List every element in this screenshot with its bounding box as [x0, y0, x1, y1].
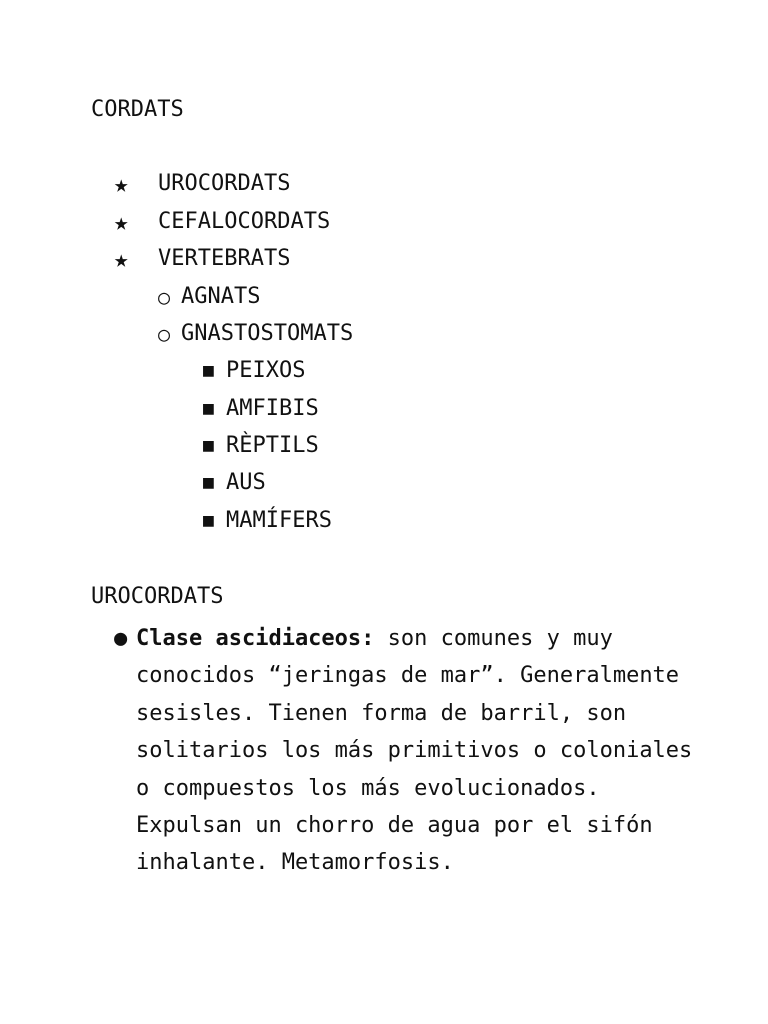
dot-bullet-icon: ●: [114, 626, 128, 651]
square-bullet-icon: ■: [203, 398, 214, 419]
circle-bullet-icon: ○: [158, 322, 171, 346]
main-heading: CORDATS: [91, 97, 184, 122]
description-bullet: [114, 620, 714, 882]
term-label: Clase ascidiaceos:: [136, 626, 375, 651]
outline-label: MAMÍFERS: [226, 508, 332, 533]
outline-label: RÈPTILS: [226, 433, 319, 458]
square-bullet-icon: ■: [203, 360, 214, 381]
square-bullet-icon: ■: [203, 472, 214, 493]
section-heading: UROCORDATS: [91, 584, 224, 609]
star-icon: ★: [114, 245, 129, 273]
outline-label: CEFALOCORDATS: [158, 209, 331, 234]
outline-label: VERTEBRATS: [158, 246, 291, 271]
description-paragraph: [136, 620, 696, 882]
description-text: son comunes y muy conocidos “jeringas de mar”. Generalmente sesisles. Tienen forma de barril, son solitarios los más primitivos o coloniales o compuestos los más evolucionados. Expulsan un chorro de agua por el sifón inhalante. Metamorfosis.: [136, 626, 693, 876]
circle-bullet-icon: ○: [158, 285, 171, 309]
square-bullet-icon: ■: [203, 435, 214, 456]
star-icon: ★: [114, 208, 129, 236]
outline-label: UROCORDATS: [158, 171, 291, 196]
outline-label: PEIXOS: [226, 358, 306, 383]
outline-label: AMFIBIS: [226, 396, 319, 421]
star-icon: ★: [114, 170, 129, 198]
outline-label: AUS: [226, 470, 266, 495]
square-bullet-icon: ■: [203, 510, 214, 531]
outline-label: GNASTOSTOMATS: [181, 321, 354, 346]
outline-label: AGNATS: [181, 284, 261, 309]
